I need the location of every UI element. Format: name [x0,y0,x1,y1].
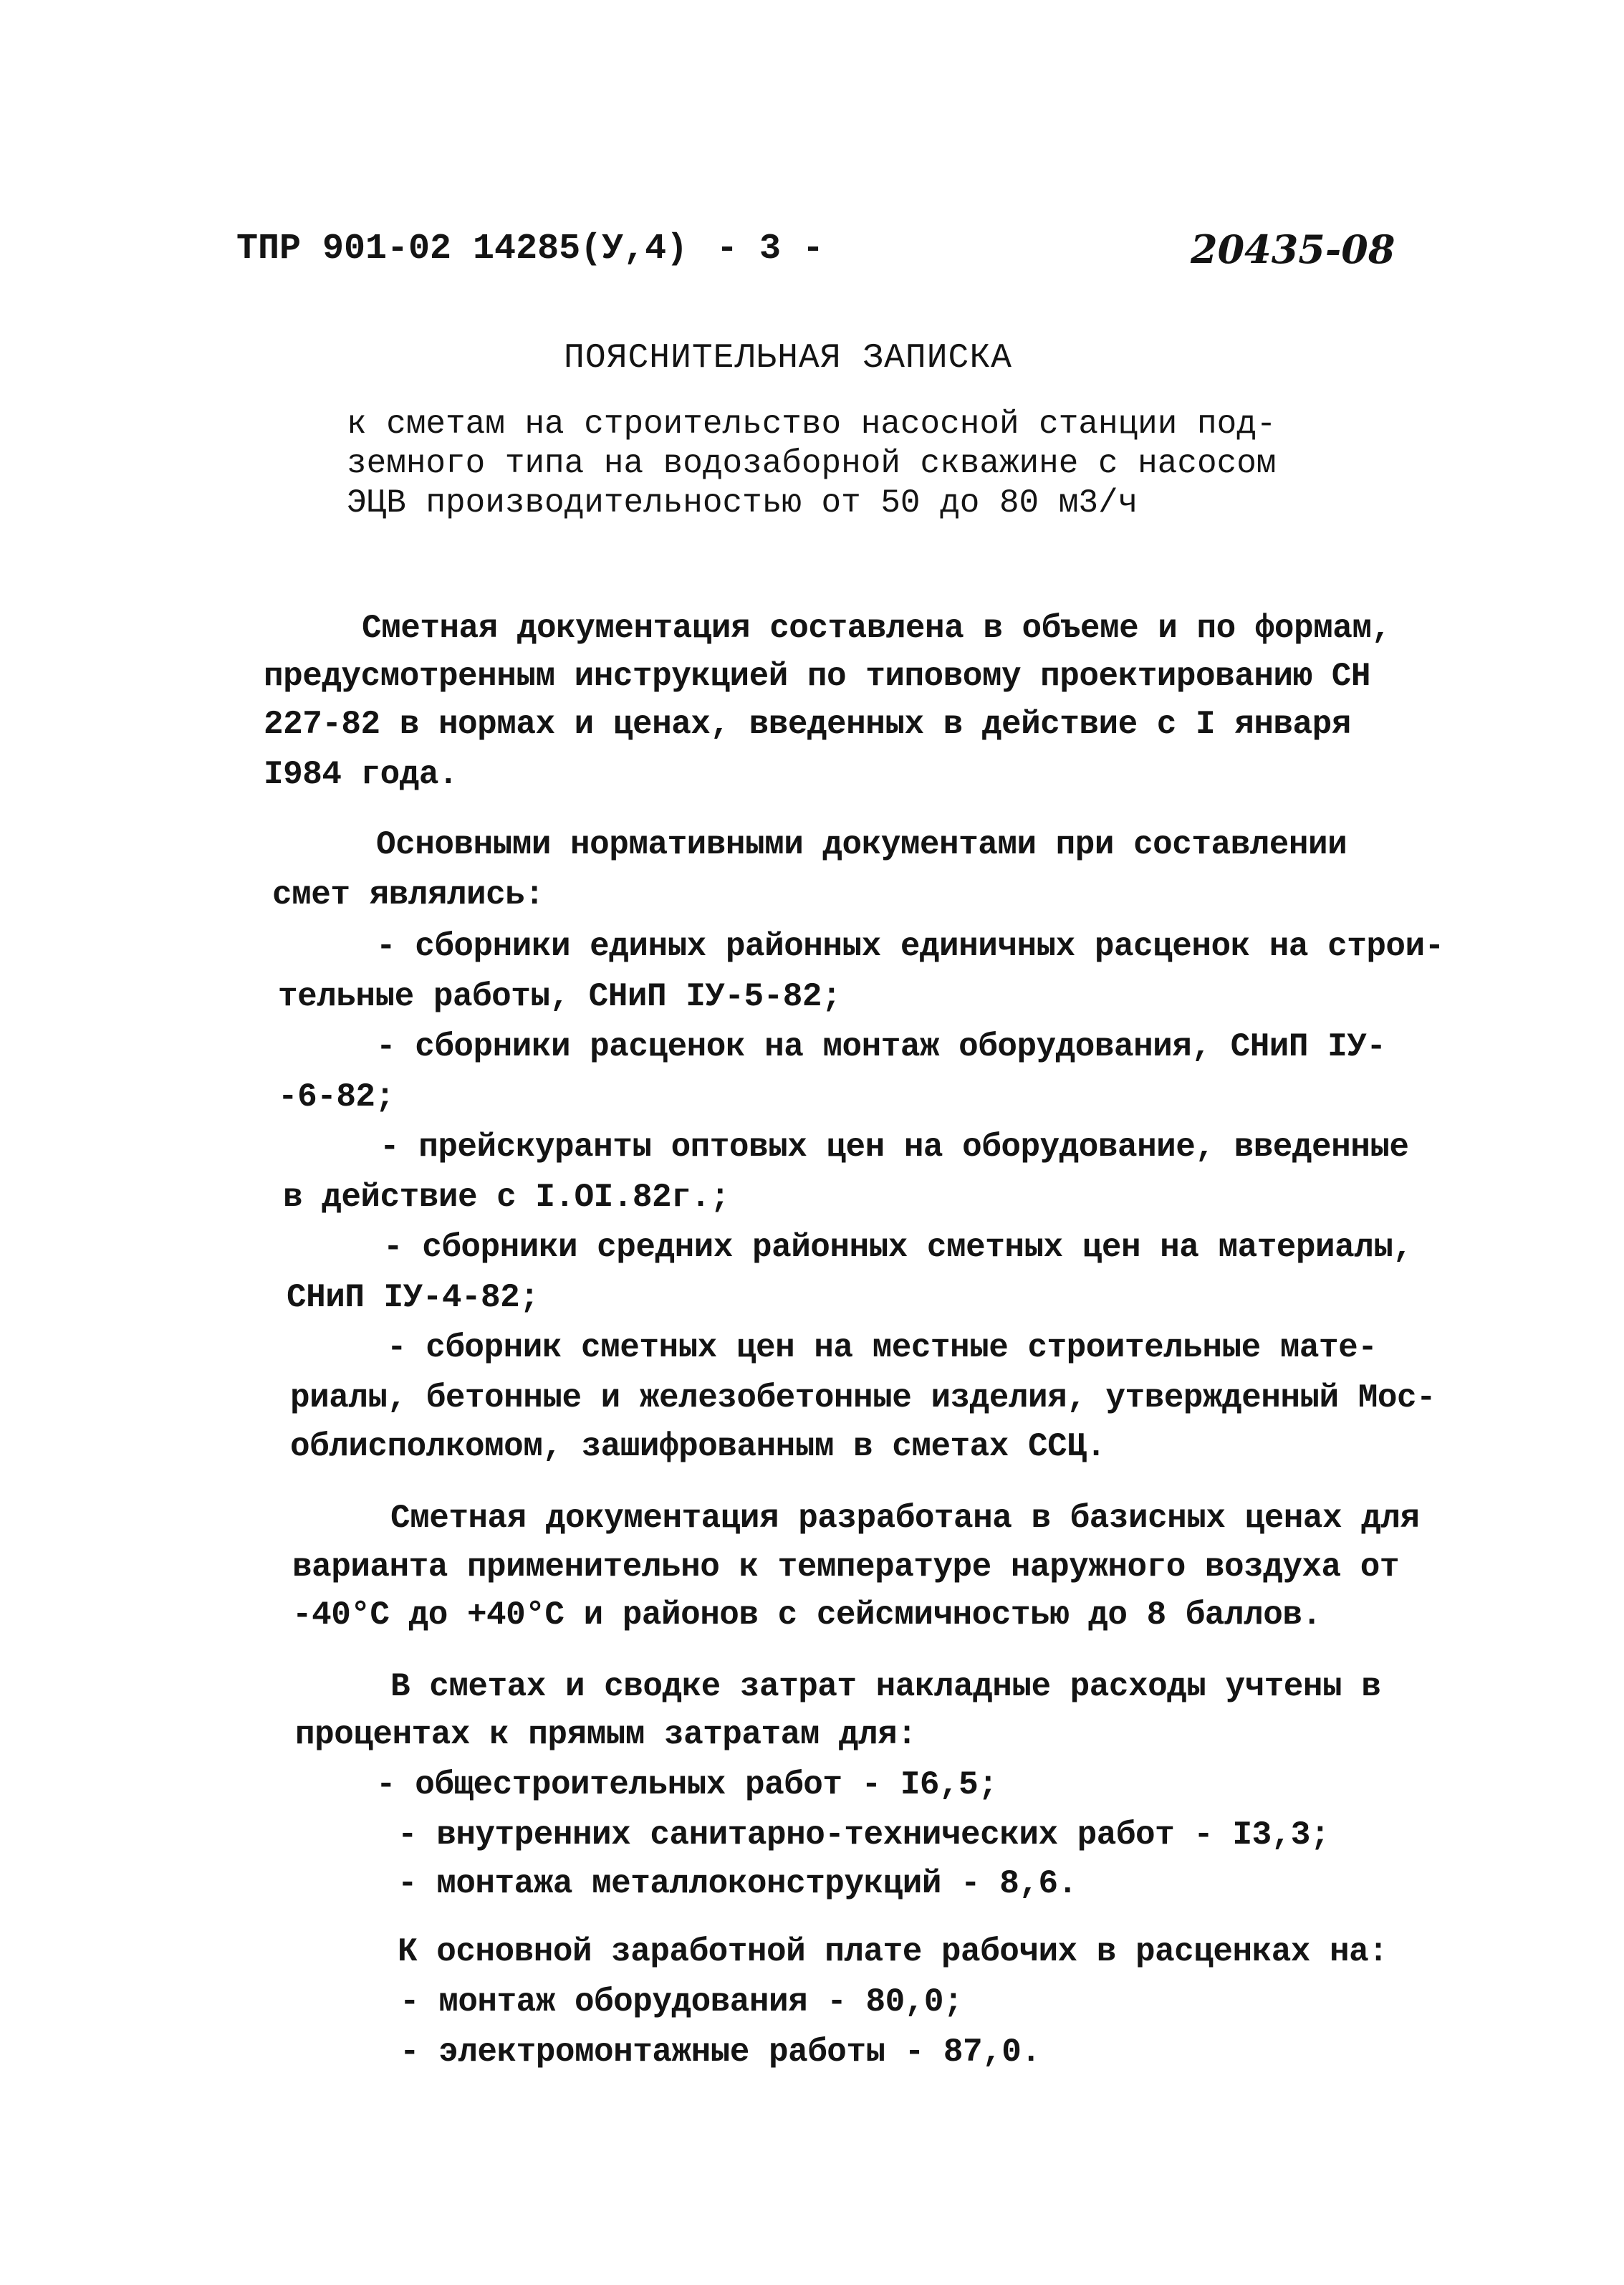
body-line: - общестроительных работ - I6,5; [376,1766,998,1803]
document-number: 20435-08 [1191,226,1395,272]
body-line: варианта применительно к температуре наружного воздуха от [292,1548,1399,1586]
body-line: - прейскуранты оптовых цен на оборудование, введенные [380,1129,1409,1166]
body-line: К основной заработной плате рабочих в расценках на: [398,1933,1388,1970]
document-subtitle [347,405,1276,523]
body-line: Сметная документация составлена в объеме и по формам, [362,610,1391,647]
body-line: тельные работы, СНиП IУ-5-82; [278,978,842,1015]
body-line: - монтаж оборудования - 80,0; [400,1983,964,2021]
body-line: - электромонтажные работы - 87,0. [400,2033,1041,2071]
body-line: предусмотренным инструкцией по типовому проектированию СН [264,658,1370,695]
body-line: - сборник сметных цен на местные строительные мате- [387,1329,1378,1366]
body-line: Сметная документация разработана в базисных ценах для [390,1500,1420,1537]
body-line: - сборники единых районных единичных расценок на строи- [376,928,1444,965]
subtitle-line: к сметам на строительство насосной станции под- [347,406,1277,443]
document-code: ТПР 901-02 14285(У,4) [236,229,688,269]
body-line: 227-82 в нормах и ценах, введенных в действие с I января [264,706,1351,743]
body-line: -40°С до +40°С и районов с сейсмичностью до 8 баллов. [292,1596,1322,1634]
body-line: - внутренних санитарно-технических работ - I3,3; [398,1816,1330,1854]
body-line: облисполкомом, зашифрованным в сметах ССЦ. [290,1428,1106,1465]
subtitle-line: земного типа на водозаборной скважине с насосом [347,445,1277,482]
body-line: - сборники расценок на монтаж оборудования, СНиП IУ- [376,1028,1386,1065]
body-line: СНиП IУ-4-82; [287,1279,539,1316]
body-line: - сборники средних районных сметных цен на материалы, [383,1229,1413,1266]
subtitle-line: ЭЦВ производительностью от 50 до 80 м3/ч [347,484,1138,522]
body-line: в действие с I.OI.82г.; [283,1179,730,1216]
body-line: I984 года. [264,756,458,793]
body-line: В сметах и сводке затрат накладные расходы учтены в [390,1668,1381,1705]
document-title: ПОЯСНИТЕЛЬНАЯ ЗАПИСКА [564,339,1012,378]
body-line: риалы, бетонные и железобетонные изделия, утвержденный Мос- [290,1379,1436,1417]
body-line: процентах к прямым затратам для: [295,1716,917,1753]
body-line: -6-82; [278,1078,395,1116]
body-line: Основными нормативными документами при составлении [376,826,1347,863]
body-line: - монтажа металлоконструкций - 8,6. [398,1865,1077,1902]
body-line: смет являлись: [272,876,544,914]
page-number: - 3 - [716,229,825,269]
